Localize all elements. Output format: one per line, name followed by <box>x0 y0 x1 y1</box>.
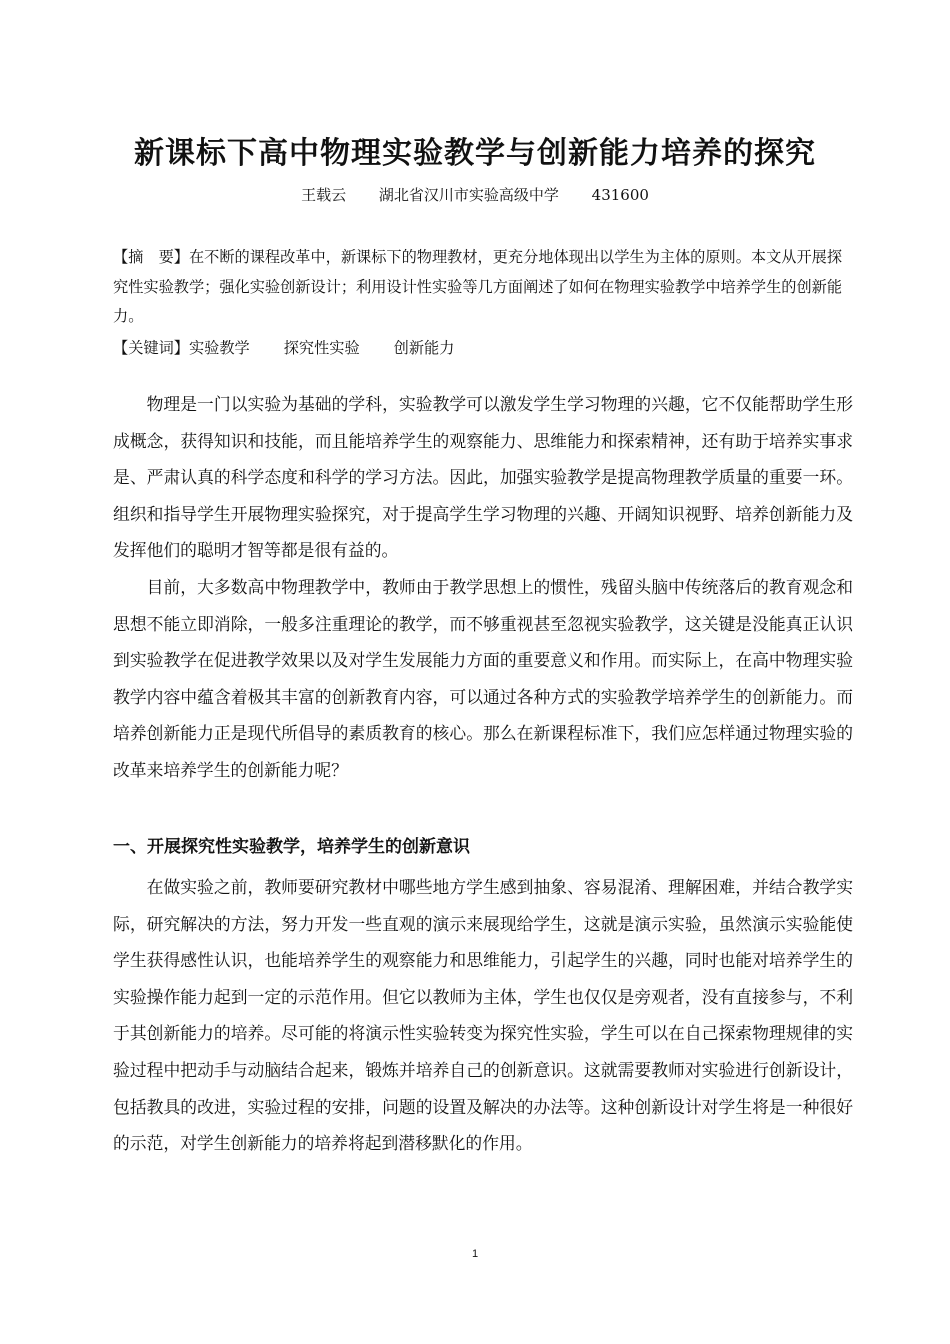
abstract-text: 在不断的课程改革中，新课标下的物理教材，更充分地体现出以学生为主体的原则。本文从开展探究性实验教学；强化实验创新设计；利用设计性实验等几方面阐述了如何在物理实验教学中培养学生的创新能力。 <box>113 248 842 325</box>
keywords <box>113 337 488 358</box>
abstract <box>113 243 853 332</box>
abstract-label: 【摘 要】 <box>113 248 189 266</box>
keywords-label: 【关键词】 <box>113 339 189 357</box>
section-paragraph <box>113 869 853 1162</box>
body-text: 在做实验之前，教师要研究教材中哪些地方学生感到抽象、容易混淆、理解困难，并结合教学实际，研究解决的方法，努力开发一些直观的演示来展现给学生，这就是演示实验，虽然演示实验能使学生获得感性认识，也能培养学生的观察能力和思维能力，引起学生的兴趣，同时也能对培养学生的实验操作能力起到一定的示范作用。但它以教师为主体，学生也仅仅是旁观者，没有直接参与，不利于其创新能力的培养。尽可能的将演示性实验转变为探究性实验，学生可以在自己探索物理规律的实验过程中把动手与动脑结合起来，锻炼并培养自己的创新意识。这就需要教师对实验进行创新设计，包括教具的改进，实验过程的安排，问题的设置及解决的办法等。这种创新设计对学生将是一种很好的示范，对学生创新能力的培养将起到潜移默化的作用。 <box>113 877 853 1154</box>
page-number: 1 <box>471 1248 479 1260</box>
keyword: 实验教学 <box>188 339 250 357</box>
keyword: 探究性实验 <box>283 339 360 357</box>
author-name: 王载云 <box>301 186 347 204</box>
intro-paragraph-1 <box>113 386 853 569</box>
byline <box>0 184 950 205</box>
intro-paragraph-2 <box>113 569 853 789</box>
author-affiliation: 湖北省汉川市实验高级中学 <box>378 186 559 204</box>
body-text: 目前，大多数高中物理教学中，教师由于教学思想上的惯性，残留头脑中传统落后的教育观念和思想不能立即消除，一般多注重理论的教学，而不够重视甚至忽视实验教学，这关键是没能真正认识到实验教学在促进教学效果以及对学生发展能力方面的重要意义和作用。而实际上，在高中物理实验教学内容中蕴含着极其丰富的创新教育内容，可以通过各种方式的实验教学培养学生的创新能力。而培养创新能力正是现代所倡导的素质教育的核心。那么在新课程标准下，我们应怎样通过物理实验的改革来培养学生的创新能力呢？ <box>113 577 853 780</box>
body-text: 物理是一门以实验为基础的学科，实验教学可以激发学生学习物理的兴趣，它不仅能帮助学生形成概念，获得知识和技能，而且能培养学生的观察能力、思维能力和探索精神，还有助于培养实事求是、严肃认真的科学态度和科学的学习方法。因此，加强实验教学是提高物理教学质量的重要一环。组织和指导学生开展物理实验探究，对于提高学生学习物理的兴趣、开阔知识视野、培养创新能力及发挥他们的聪明才智等都是很有益的。 <box>113 394 853 561</box>
postcode: 431600 <box>591 186 649 204</box>
paper-title: 新课标下高中物理实验教学与创新能力培养的探究 <box>134 136 816 171</box>
section-heading: 一、开展探究性实验教学，培养学生的创新意识 <box>113 837 470 857</box>
keyword: 创新能力 <box>393 339 455 357</box>
